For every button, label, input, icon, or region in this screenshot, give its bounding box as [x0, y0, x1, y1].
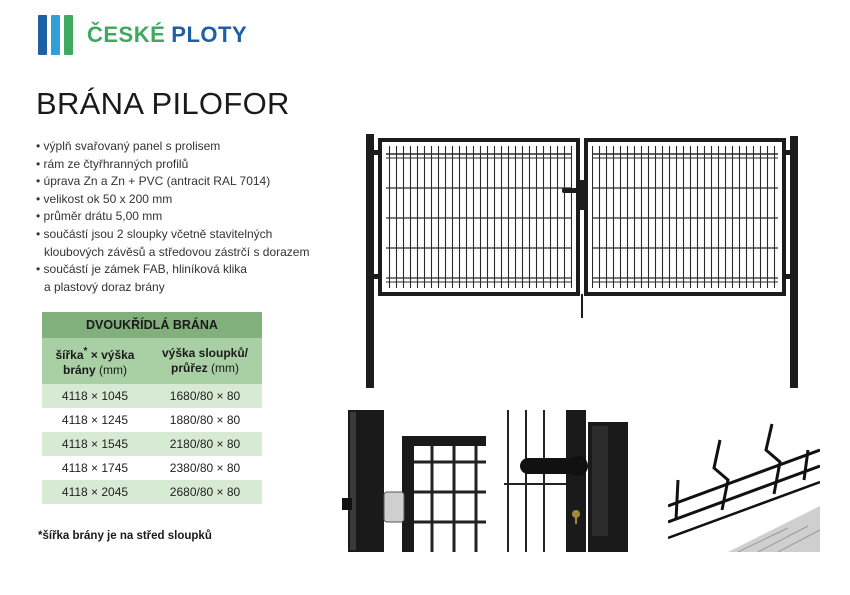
gate-post-left [366, 134, 374, 388]
cell-size: 4118 × 1245 [42, 408, 148, 432]
mesh-detail-photo [668, 410, 820, 552]
lock-detail-photo [504, 410, 649, 552]
logo-bar-light-blue [51, 15, 60, 55]
cell-post: 2380/80 × 80 [148, 456, 262, 480]
table-row [42, 384, 262, 408]
logo-text [87, 22, 247, 48]
table-row [42, 456, 262, 480]
page-title: BRÁNA PILOFOR [36, 86, 290, 121]
table-row [42, 480, 262, 504]
gate-post-right [790, 136, 798, 388]
cell-size: 4118 × 2045 [42, 480, 148, 504]
logo-mark [38, 15, 73, 55]
feature-item: • součástí jsou 2 sloupky včetně stavitelných kloubových závěsů a středovou zástrčí s dorazem [36, 226, 356, 261]
feature-item: • součástí je zámek FAB, hliníková klika a plastový doraz brány [36, 261, 356, 296]
cell-size: 4118 × 1545 [42, 432, 148, 456]
handle [562, 188, 580, 193]
gate-illustration [358, 128, 808, 388]
cell-size: 4118 × 1045 [42, 384, 148, 408]
feature-item: • průměr drátu 5,00 mm [36, 208, 356, 226]
feature-item: • rám ze čtyřhranných profilů [36, 156, 356, 174]
spec-table-title: DVOUKŘÍDLÁ BRÁNA [42, 312, 262, 338]
gate-leaf-right [586, 140, 784, 294]
feature-list [36, 138, 356, 296]
logo-word-2: PLOTY [171, 22, 248, 47]
logo-bar-dark-blue [38, 15, 47, 55]
footnote: *šířka brány je na střed sloupků [38, 530, 212, 542]
cell-post: 2680/80 × 80 [148, 480, 262, 504]
hinge-detail-photo [336, 410, 486, 552]
gate-leaf-left [380, 140, 578, 294]
logo-word-1: ČESKÉ [87, 22, 166, 47]
feature-item: • velikost ok 50 x 200 mm [36, 191, 356, 209]
cell-post: 2180/80 × 80 [148, 432, 262, 456]
table-row [42, 408, 262, 432]
column-header-size: šířka* × výška brány (mm) [42, 338, 148, 384]
spec-table [42, 312, 262, 504]
logo-bar-green [64, 15, 73, 55]
cell-size: 4118 × 1745 [42, 456, 148, 480]
cell-post: 1680/80 × 80 [148, 384, 262, 408]
column-header-post: výška sloupků/ průřez (mm) [148, 338, 262, 384]
table-row [42, 432, 262, 456]
logo [38, 14, 247, 56]
feature-item: • výplň svařovaný panel s prolisem [36, 138, 356, 156]
feature-item: • úprava Zn a Zn + PVC (antracit RAL 7014) [36, 173, 356, 191]
lock-box [576, 180, 588, 210]
cell-post: 1880/80 × 80 [148, 408, 262, 432]
